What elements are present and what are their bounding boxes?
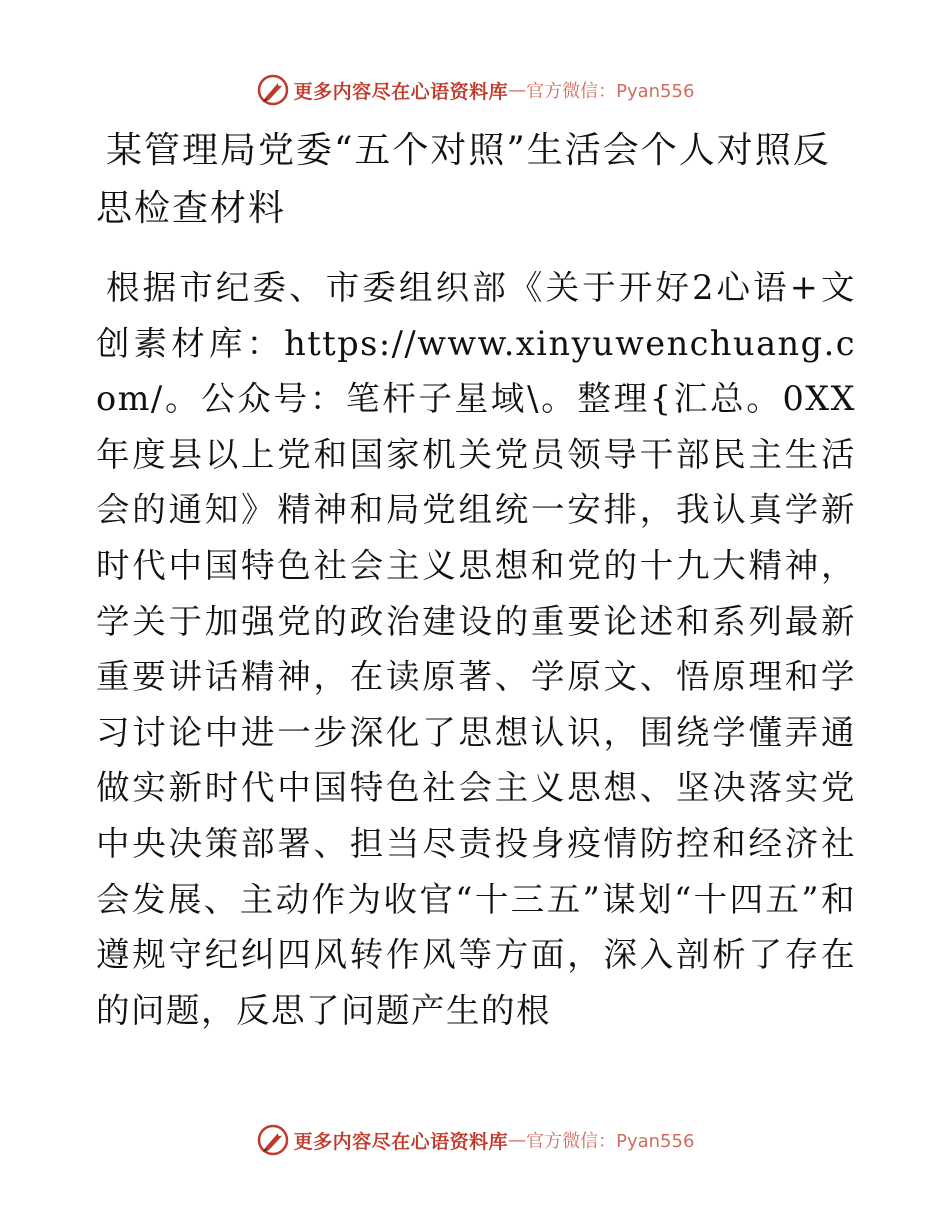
watermark-text: 更多内容尽在心语资料库 xyxy=(293,1130,509,1153)
pen-logo-icon xyxy=(256,73,290,107)
watermark-separator: — xyxy=(508,1129,527,1151)
watermark-contact: 官方微信：Pyan556 xyxy=(526,1131,695,1152)
watermark-text: 更多内容尽在心语资料库 xyxy=(293,80,509,103)
document-title: 某管理局党委“五个对照”生活会个人对照反思检查材料 xyxy=(96,130,831,229)
document-content xyxy=(96,122,856,1038)
pen-logo-icon xyxy=(256,1123,290,1157)
watermark-separator: — xyxy=(508,79,527,101)
footer-watermark xyxy=(0,1120,950,1160)
header-watermark xyxy=(0,70,950,110)
document-body: 根据市纪委、市委组织部《关于开好2心语+文创素材库：https://www.xinyuwenchuang.com/。公众号：笔杆子星域\。整理{汇总。0XX年度县以上党和国家机关党员领导干部民主生活会的通知》精神和局党组统一安排，我认真学新时代中国特色社会主义思想和党的十九大精神，学关于加强党的政治建设的重要论述和系列最新重要讲话精神，在读原著、学原文、悟原理和学习讨论中进一步深化了思想认识，围绕学懂弄通做实新时代中国特色社会主义思想、坚决落实党中央决策部署、担当尽责投身疫情防控和经济社会发展、主动作为收官“十三五”谋划“十四五”和遵规守纪纠四风转作风等方面，深入剖析了存在的问题，反思了问题产生的根 xyxy=(96,268,856,1030)
watermark-contact: 官方微信：Pyan556 xyxy=(526,81,695,102)
